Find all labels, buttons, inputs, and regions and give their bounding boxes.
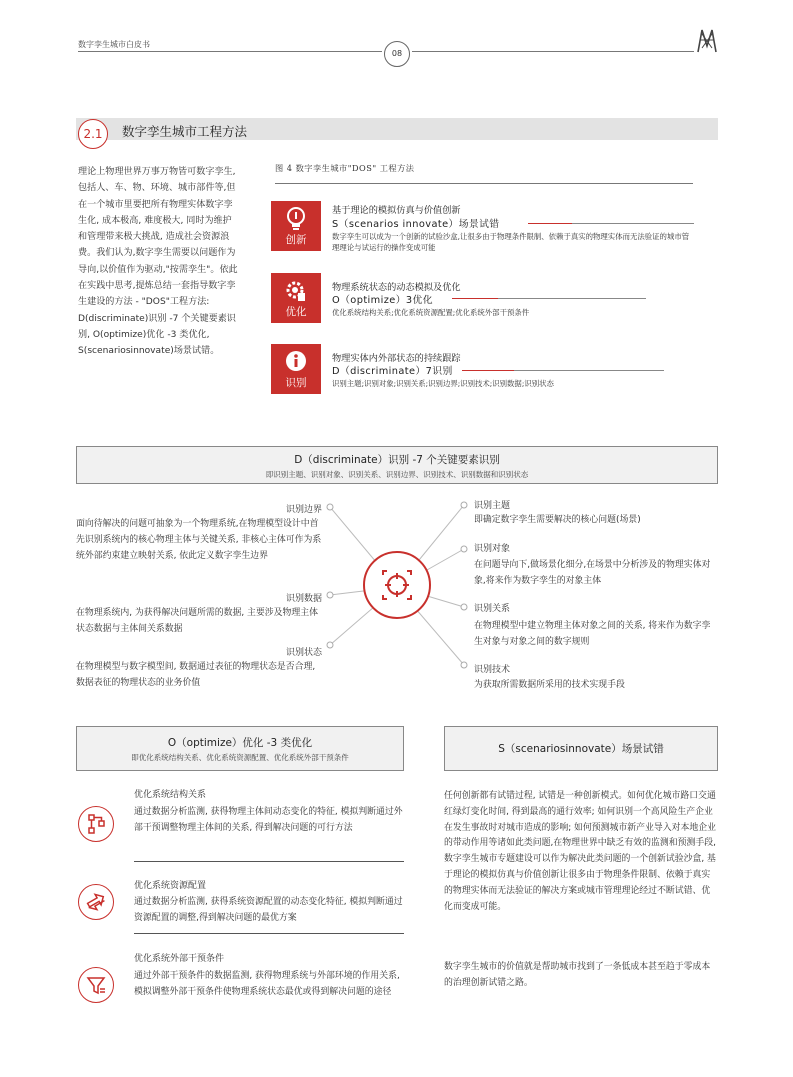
- structure-icon-circle: [78, 806, 114, 842]
- section-title: 数字孪生城市工程方法: [122, 124, 248, 139]
- intro-paragraph: 理论上物理世界万事万物皆可数字孪生, 包括人、车、物、环境、城市部件等,但在一个城市里要把所有物理实体数字孪生化, 成本极高, 难度极大, 同时为维护和管理带来极大挑战, 造成社会资源浪费。我们认为,数字孪生需要以问题作为导向,以价值作为驱动,"按需孪生"。依此在实践中思考,提炼总结一套指导数字孪生建设的方法 - "DOS"工程方法: D(discriminate)识别 -7 个关键要素识别, O(optimize)优化 -3 类优化, S(scenariosinnovate)场景试错。: [78, 167, 238, 357]
- discriminate-accent-line: [462, 370, 514, 371]
- scenarios-section-header: [444, 726, 718, 771]
- scenarios-paragraph-1: 任何创新都有试错过程, 试错是一种创新模式。如何优化城市路口交通红绿灯变化时间, 得到最高的通行效率; 如何识别一个高风险生产企业在发生事故时对城市造成的影响; 如何预测城市新产业导入对本地企业的带动作用等诸如此类问题,在物理世界中缺乏有效的监测和预测手段,数字孪生城市专题建设可以作为解决此类问题的一个创新试验沙盒, 基于理论的模拟仿真与价值创新让很多由于物理条件限制、依赖于真实的物理实体而无法验证的解决方案或城市管理理论经过不断试错、优化而变成可能。: [444, 791, 717, 912]
- innovate-badge: [271, 201, 321, 251]
- boundary-label: 识别边界: [285, 505, 322, 515]
- technology-text: 为获取所需数据所采用的技术实现手段: [474, 680, 625, 690]
- optimize-section-subtitle: 即优化系统结构关系、优化系统资源配置、优化系统外部干预条件: [131, 753, 349, 762]
- external-text: 通过外部干预条件的数据监测, 获得物理系统与外部环境的作用关系, 模拟调整外部干预条件使物理系统状态最优或得到解决问题的途径: [134, 971, 400, 997]
- funnel-icon: [79, 968, 113, 1002]
- discriminate-section-subtitle: 即识别主题、识别对象、识别关系、识别边界、识别技术、识别数据和识别状态: [265, 470, 529, 479]
- relation-text: 在物理模型中建立物理主体对象之间的关系, 将来作为数字孪生对象与对象之间的数字规则: [474, 621, 711, 647]
- topic-label: 识别主题: [474, 501, 511, 511]
- resource-text: 通过数据分析监测, 获得系统资源配置的动态变化特征, 模拟判断通过资源配置的调整,得到解决问题的最优方案: [134, 897, 403, 923]
- structure-text: 通过数据分析监测, 获得物理主体间动态变化的特征, 模拟判断通过外部干预调整物理主体间的关系, 得到解决问题的可行方法: [134, 807, 403, 833]
- scenarios-paragraph-2: 数字孪生城市的价值就是帮助城市找到了一条低成本甚至趋于零成本的治理创新试错之路。: [444, 962, 711, 988]
- data-text: 在物理系统内, 为获得解决问题所需的数据, 主要涉及物理主体状态数据与主体间关系数据: [76, 608, 319, 634]
- resource-icon-circle: [78, 884, 114, 920]
- discriminate-label: 识别: [285, 377, 307, 389]
- figure-caption: 图 4 数字孪生城市"DOS" 工程方法: [275, 163, 415, 173]
- discriminate-subtitle: D（discriminate）7识别: [332, 366, 453, 377]
- relation-label: 识别关系: [474, 604, 511, 614]
- figure-caption-rule: [275, 183, 693, 184]
- data-label: 识别数据: [285, 594, 322, 604]
- discriminate-title: 物理实体内外部状态的持续跟踪: [332, 353, 461, 364]
- section-number-badge: 2.1: [78, 119, 108, 149]
- discriminate-desc: 识别主题;识别对象;识别关系;识别边界;识别技术;识别数据;识别状态: [332, 379, 554, 388]
- optimize-desc: 优化系统结构关系;优化系统资源配置;优化系统外部干预条件: [332, 308, 530, 317]
- innovate-label: 创新: [285, 234, 307, 246]
- running-header-title: 数字孪生城市白皮书: [78, 40, 150, 49]
- flowchart-icon: [79, 807, 113, 841]
- innovate-title: 基于理论的模拟仿真与价值创新: [332, 205, 461, 216]
- optimize-accent-line: [452, 298, 498, 299]
- optimize-rule: [498, 298, 646, 299]
- technology-label: 识别技术: [474, 665, 511, 675]
- resource-title: 优化系统资源配置: [134, 881, 207, 891]
- discriminate-section-header: [76, 446, 718, 484]
- innovate-subtitle: S（scenarios innovate）场景试错: [332, 219, 500, 230]
- state-label: 识别状态: [285, 648, 322, 658]
- gear-icon: [285, 279, 307, 303]
- header-rule-left: [78, 51, 382, 52]
- external-title: 优化系统外部干预条件: [134, 954, 225, 964]
- external-icon-circle: [78, 967, 114, 1003]
- structure-title: 优化系统结构关系: [134, 790, 207, 800]
- brand-logo-icon: [696, 26, 718, 54]
- discriminate-section-title: D（discriminate）识别 -7 个关键要素识别: [294, 454, 500, 466]
- object-label: 识别对象: [474, 544, 511, 554]
- innovate-rule: [572, 223, 694, 224]
- scenarios-section-title: S（scenariosinnovate）场景试错: [498, 743, 664, 755]
- optimize-subtitle: O（optimize）3优化: [332, 295, 433, 306]
- object-text: 在问题导向下,做场景化细分,在场景中分析涉及的物理实体对象,将来作为数字孪生的对象主体: [474, 560, 711, 586]
- state-text: 在物理模型与数字模型间, 数据通过表征的物理状态是否合理, 数据表征的物理状态的业务价值: [76, 662, 316, 688]
- header-rule-right: [412, 51, 694, 52]
- innovate-desc: 数字孪生可以成为一个创新的试验沙盒,让很多由于物理条件限制、依赖于真实的物理实体而无法验证的城市管理理论与试运行的操作变成可能: [332, 232, 690, 252]
- optimize-badge: [271, 273, 321, 323]
- innovate-accent-line: [528, 223, 572, 224]
- resource-divider: [134, 933, 404, 934]
- optimize-label: 优化: [285, 306, 307, 318]
- optimize-section-title: O（optimize）优化 -3 类优化: [167, 737, 313, 749]
- info-icon: [285, 350, 307, 374]
- target-focus-icon: [365, 553, 429, 617]
- topic-text: 即确定数字孪生需要解决的核心问题(场景): [474, 515, 641, 525]
- optimize-title: 物理系统状态的动态模拟及优化: [332, 282, 461, 293]
- exchange-arrows-icon: [79, 885, 113, 919]
- page-number: 08: [384, 41, 410, 67]
- discriminate-badge: [271, 344, 321, 394]
- lightbulb-icon: [285, 207, 307, 233]
- optimize-section-header: [76, 726, 404, 771]
- discriminate-rule: [514, 370, 664, 371]
- boundary-text: 面向待解决的问题可抽象为一个物理系统,在物理模型设计中首先识别系统内的核心物理主体与关键关系, 非核心主体可作为系统外部约束建立映射关系, 依此定义数字孪生边界: [76, 519, 322, 561]
- discriminate-center-circle: [363, 551, 431, 619]
- structure-divider: [134, 861, 404, 862]
